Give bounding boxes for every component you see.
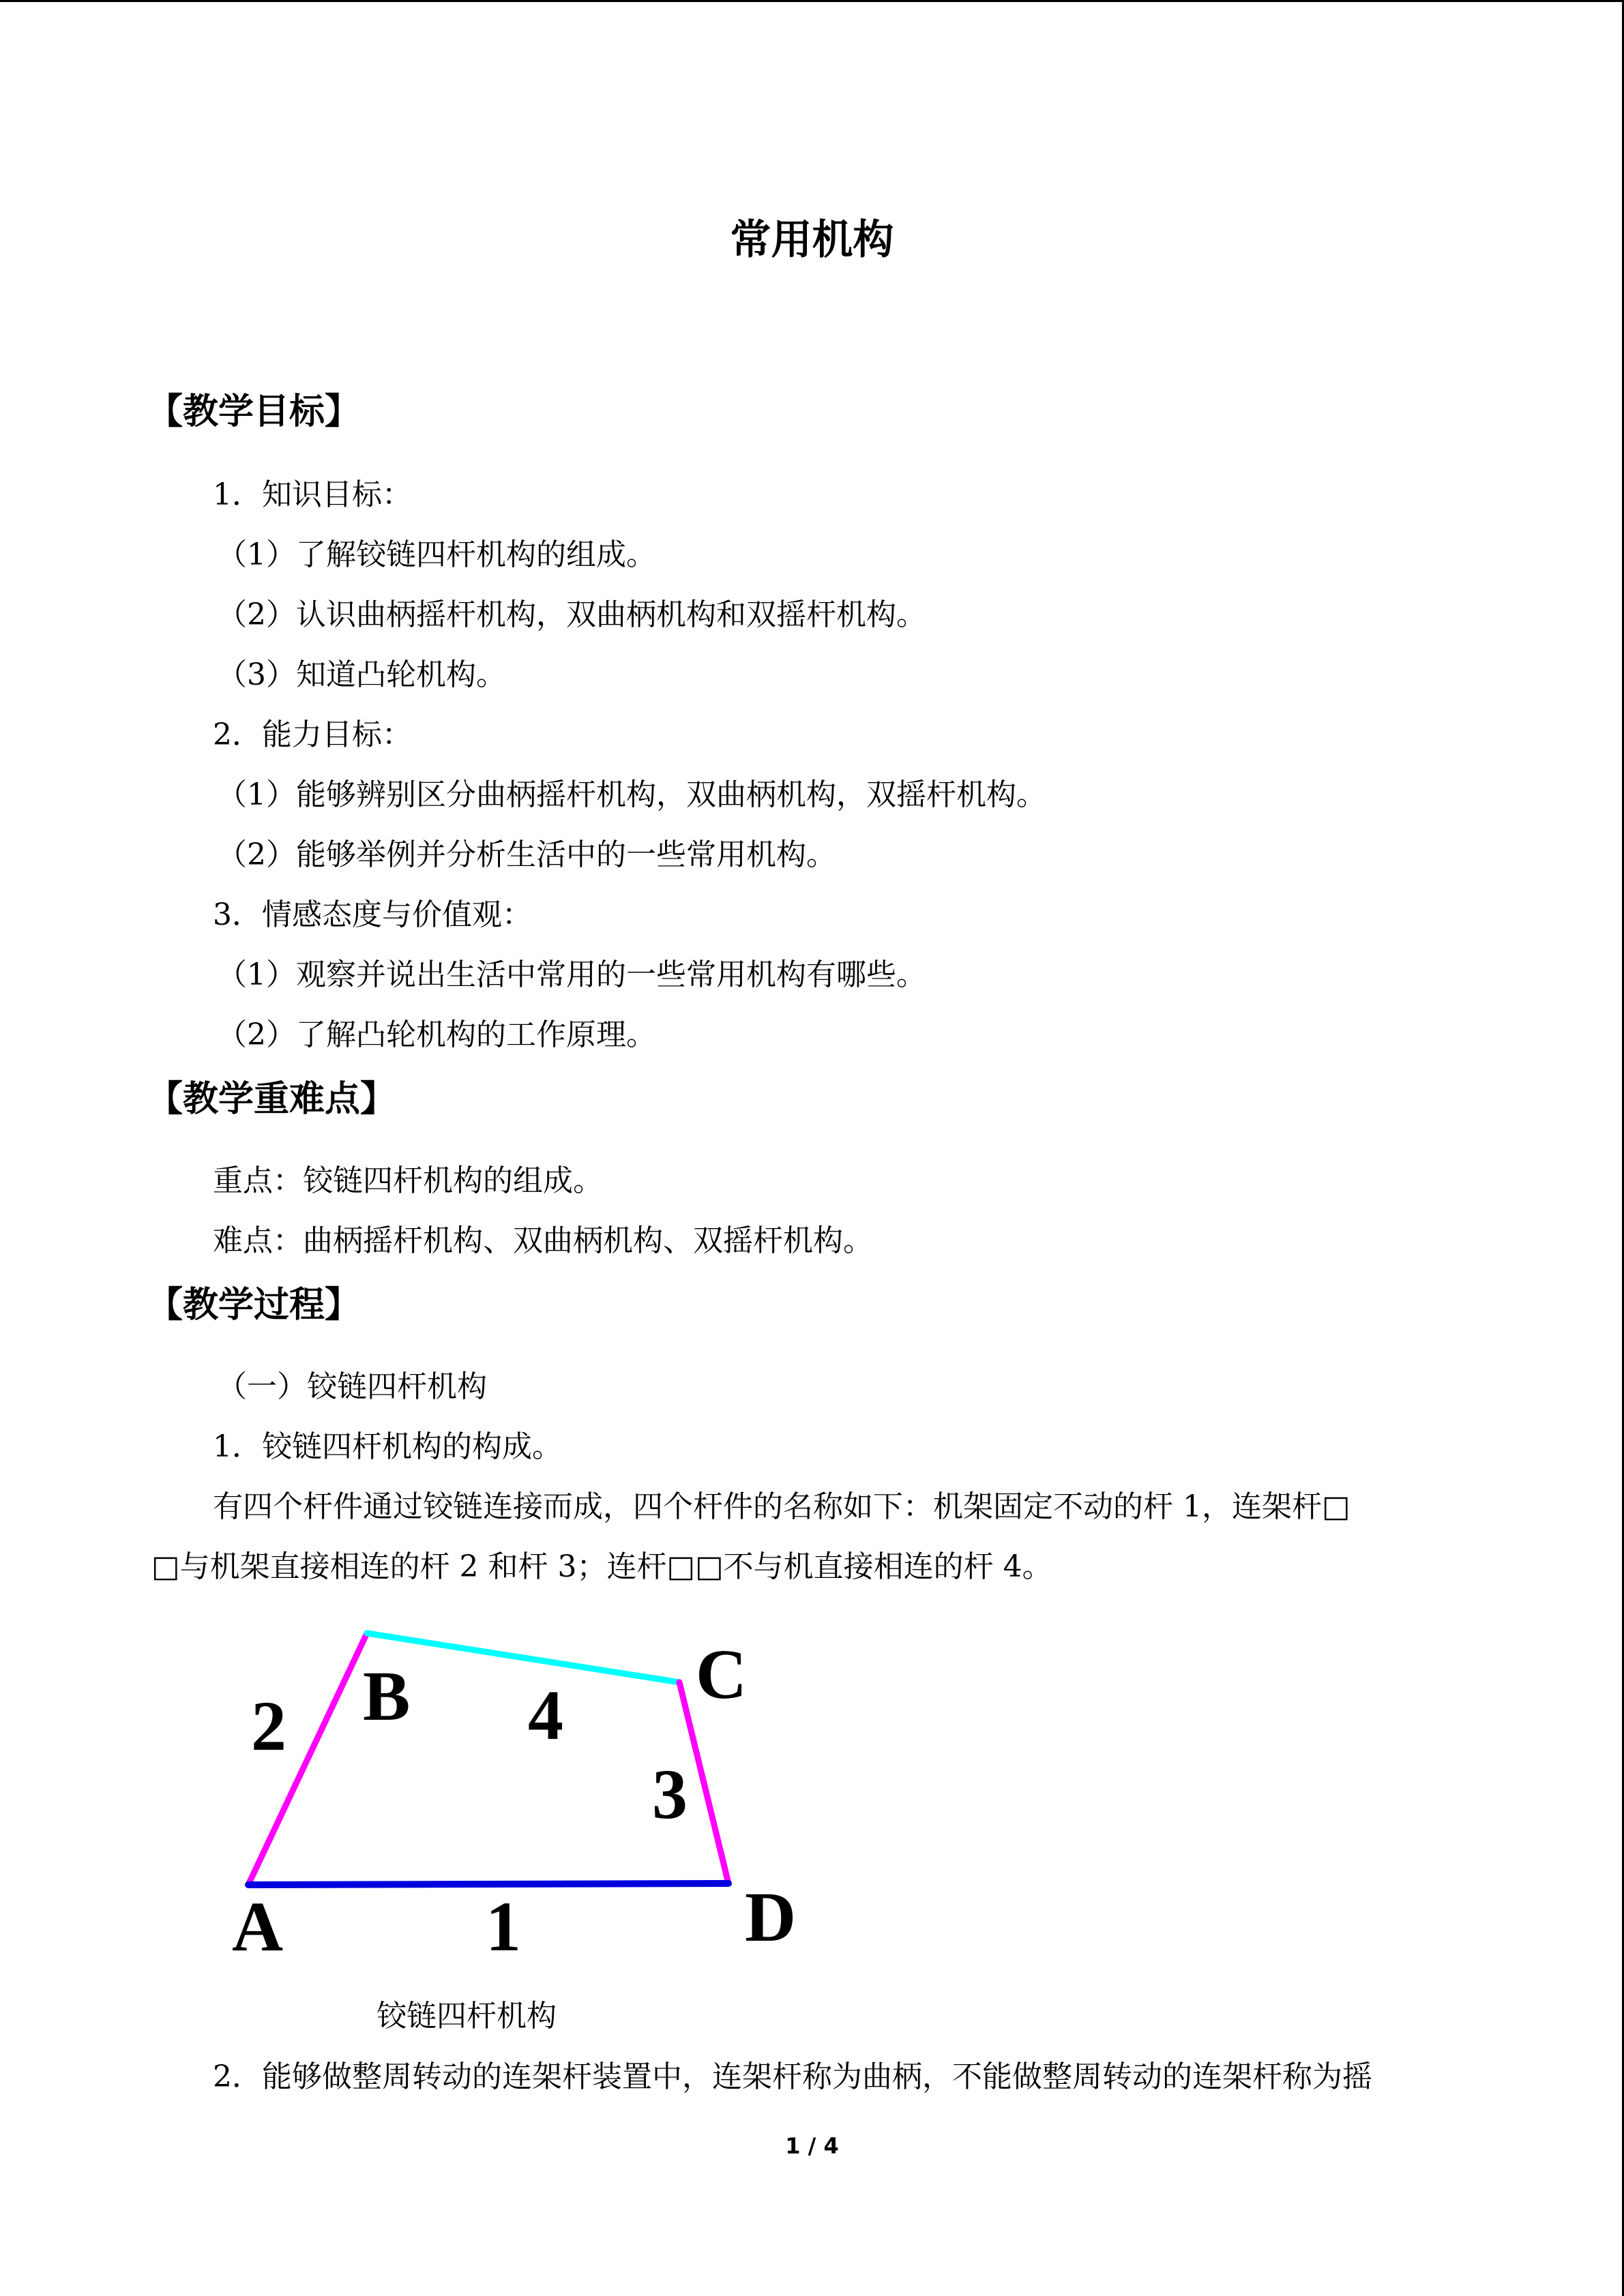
heading-process: 【教学过程】 (147, 1285, 361, 1326)
goal-line: 2．能力目标： (213, 717, 412, 752)
label-bar-1: 1 (486, 1888, 521, 1966)
goal-line: （1）了解铰链四杆机构的组成。 (217, 537, 656, 572)
label-A: A (232, 1888, 284, 1966)
goal-line: 1．知识目标： (213, 477, 412, 512)
process-line: （一）铰链四杆机构 (217, 1369, 487, 1404)
label-B: B (363, 1657, 411, 1735)
figure-caption: 铰链四杆机构 (377, 1999, 557, 2033)
label-bar-2: 2 (251, 1687, 286, 1765)
goal-line: 3．情感态度与价值观： (213, 897, 532, 932)
bar-4 (367, 1633, 679, 1682)
bar-1 (248, 1883, 728, 1885)
label-bar-3: 3 (652, 1755, 688, 1834)
keypoint-line: 重点：铰链四杆机构的组成。 (213, 1163, 603, 1198)
page-number: 1 / 4 (785, 2133, 839, 2159)
process-line: 1．铰链四杆机构的构成。 (213, 1429, 562, 1464)
process-line: □与机架直接相连的杆 2 和杆 3；连杆□□不与机直接相连的杆 4。 (151, 1549, 1052, 1584)
process-line: 2．能够做整周转动的连架杆装置中，连架杆称为曲柄，不能做整周转动的连架杆称为摇 (213, 2059, 1372, 2094)
goal-line: （1）能够辨别区分曲柄摇杆机构，双曲柄机构，双摇杆机构。 (217, 777, 1046, 812)
keypoint-line: 难点：曲柄摇杆机构、双曲柄机构、双摇杆机构。 (213, 1223, 873, 1258)
goal-line: （1）观察并说出生活中常用的一些常用机构有哪些。 (217, 957, 926, 992)
goal-line: （3）知道凸轮机构。 (217, 657, 506, 692)
page-top-border (0, 0, 1624, 2)
goal-line: （2）能够举例并分析生活中的一些常用机构。 (217, 837, 836, 872)
heading-goals: 【教学目标】 (147, 391, 361, 432)
label-D: D (745, 1878, 797, 1956)
goal-line: （2）认识曲柄摇杆机构，双曲柄机构和双摇杆机构。 (217, 597, 926, 632)
goal-line: （2）了解凸轮机构的工作原理。 (217, 1017, 656, 1052)
label-bar-4: 4 (528, 1676, 563, 1755)
process-line: 有四个杆件通过铰链连接而成，四个杆件的名称如下：机架固定不动的杆 1，连架杆□ (213, 1489, 1350, 1524)
label-C: C (696, 1635, 748, 1714)
page-title: 常用机构 (730, 216, 894, 264)
four-bar-linkage-figure (218, 1616, 818, 1984)
heading-keypoints: 【教学重难点】 (147, 1079, 396, 1120)
